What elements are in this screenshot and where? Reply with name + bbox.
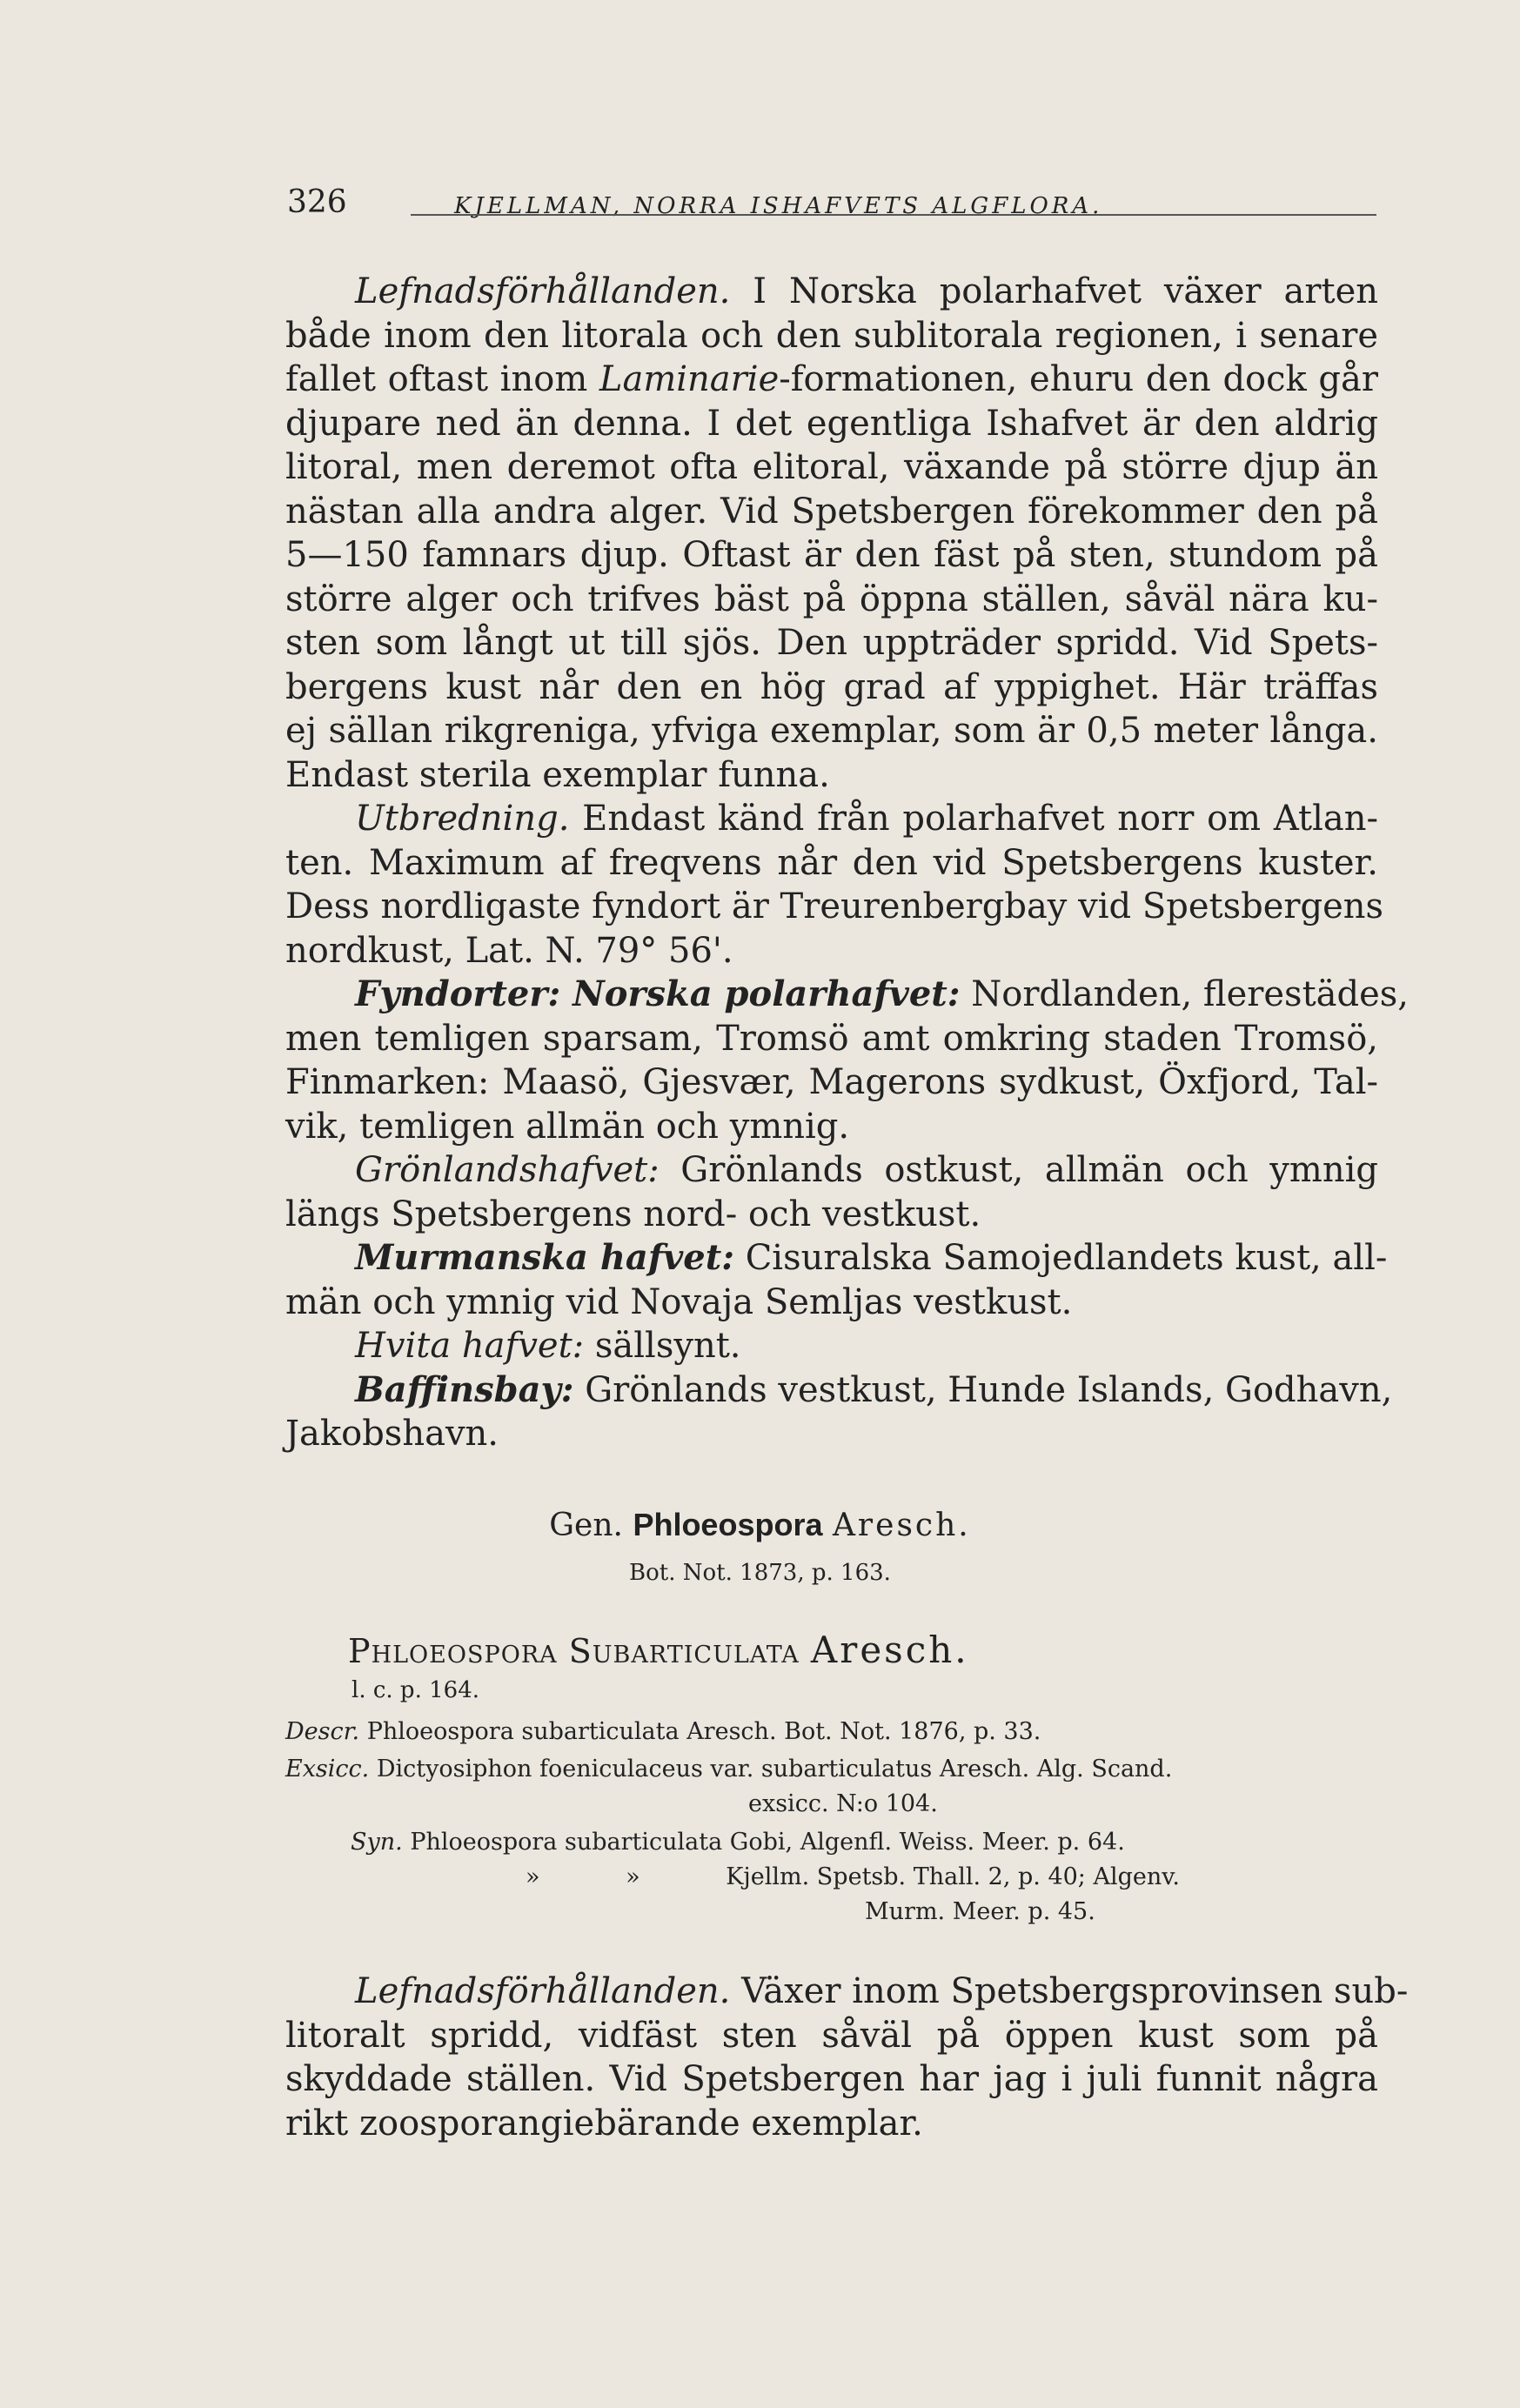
- text-line: skyddade ställen. Vid Spetsbergen har jag i juli funnit några: [285, 2059, 1378, 2099]
- text-line: vik, temligen allmän och ymnig.: [285, 1106, 850, 1147]
- text-line: Utbredning. Endast känd från polarhafvet norr om Atlan-: [355, 799, 1378, 839]
- syn-line: Syn. Phloeospora subarticulata Gobi, Algenfl. Weiss. Meer. p. 64.: [351, 1829, 1125, 1856]
- body-section-life-conditions-2: [285, 1970, 1409, 2145]
- text-line: litoral, men deremot ofta elitoral, växande på större djup än: [285, 447, 1378, 487]
- text-line: sten som långt ut till sjös. Den uppträder spridd. Vid Spets-: [285, 623, 1378, 663]
- text-line: Fyndorter: Norska polarhafvet: Nordlanden, flerestädes,: [355, 973, 1410, 1014]
- text-line: nästan alla andra alger. Vid Spetsbergen förekommer den på: [285, 491, 1378, 532]
- text-line: djupare ned än denna. I det egentliga Ishafvet är den aldrig: [285, 403, 1378, 444]
- ditto-mark: »: [526, 1863, 540, 1890]
- header-rule: [411, 214, 1376, 216]
- genus-name: Phloeospora: [633, 1507, 823, 1542]
- section-label: Grönlandshafvet:: [355, 1150, 660, 1190]
- genus-reference: Bot. Not. 1873, p. 163.: [629, 1560, 891, 1586]
- ditto-mark: »: [626, 1863, 640, 1890]
- body-section-life-conditions: [285, 270, 1410, 1456]
- section-label: Lefnadsförhållanden.: [355, 1971, 731, 2011]
- text-line: större alger och trifves bäst på öppna ställen, såväl nära ku-: [285, 579, 1378, 619]
- text-line: fallet oftast inom Laminarie-formationen, ehuru den dock går: [285, 359, 1378, 399]
- text-line: ten. Maximum af freqvens når den vid Spetsbergens kuster.: [285, 842, 1378, 883]
- descr-line: Descr. Phloeospora subarticulata Aresch. Bot. Not. 1876, p. 33.: [285, 1718, 1041, 1745]
- species-epithet: Subarticulata: [568, 1632, 800, 1670]
- species-author: Aresch.: [810, 1629, 969, 1671]
- text-line: Finmarken: Maasö, Gjesvær, Magerons sydkust, Öxfjord, Tal-: [285, 1062, 1378, 1102]
- text-line: litoralt spridd, vidfäst sten såväl på öppen kust som på: [285, 2015, 1378, 2056]
- ref-label: Descr.: [285, 1718, 360, 1745]
- text-line: Baffinsbay: Grönlands vestkust, Hunde Islands, Godhavn,: [355, 1368, 1393, 1410]
- text-line: Lefnadsförhållanden. I Norska polarhafvet växer arten: [355, 271, 1378, 311]
- section-label: Utbredning.: [355, 799, 570, 839]
- text-line: men temligen sparsam, Tromsö amt omkring staden Tromsö,: [285, 1018, 1378, 1059]
- section-label: Baffinsbay:: [355, 1368, 574, 1410]
- section-label: Fyndorter:: [355, 973, 561, 1014]
- text-line: Murmanska hafvet: Cisuralska Samojedlandets kust, all-: [355, 1237, 1388, 1278]
- text-line: längs Spetsbergens nord- och vestkust.: [285, 1194, 981, 1234]
- syn2-line: » » Kjellm. Spetsb. Thall. 2, p. 40; Algenv.: [526, 1863, 1180, 1890]
- text-line: Endast sterila exemplar funna.: [285, 754, 830, 795]
- ref-label: Syn.: [351, 1829, 403, 1856]
- genus-heading: Gen. Phloeospora Aresch.: [549, 1507, 971, 1543]
- text-line: Dess nordligaste fyndort är Treurenbergbay vid Spetsbergens: [285, 886, 1384, 926]
- ref-label: Exsicc.: [285, 1756, 370, 1783]
- running-head: KJELLMAN, NORRA ISHAFVETS ALGFLORA.: [454, 193, 1103, 219]
- text-line: ej sällan rikgreniga, yfviga exemplar, som är 0,5 meter långa.: [285, 711, 1378, 751]
- species-genus: Phloeospora: [348, 1632, 558, 1670]
- text-line: Hvita hafvet: sällsynt.: [355, 1326, 741, 1366]
- syn2-continuation: Murm. Meer. p. 45.: [865, 1898, 1095, 1925]
- text-line: rikt zoosporangiebärande exemplar.: [285, 2103, 923, 2144]
- page-number: 326: [287, 184, 347, 220]
- text-line: nordkust, Lat. N. 79° 56'.: [285, 930, 733, 971]
- text-line: Grönlandshafvet: Grönlands ostkust, allmän och ymnig: [355, 1150, 1378, 1190]
- exsicc-continuation: exsicc. N:o 104.: [748, 1790, 938, 1817]
- section-label: Murmanska hafvet:: [355, 1237, 734, 1278]
- species-reference: l. c. p. 164.: [352, 1677, 479, 1703]
- section-label: Lefnadsförhållanden.: [355, 271, 731, 311]
- species-heading: [348, 1629, 969, 1671]
- exsicc-line: Exsicc. Dictyosiphon foeniculaceus var. subarticulatus Aresch. Alg. Scand.: [285, 1756, 1173, 1783]
- text-line: män och ymnig vid Novaja Semljas vestkust.: [285, 1281, 1073, 1322]
- text-line: 5—150 famnars djup. Oftast är den fäst på sten, stundom på: [285, 535, 1378, 575]
- section-label: Hvita hafvet:: [355, 1326, 585, 1366]
- text-line: Jakobshavn.: [285, 1414, 499, 1454]
- text-line: både inom den litorala och den sublitorala regionen, i senare: [285, 315, 1378, 356]
- text-line: bergens kust når den en hög grad af yppighet. Här träffas: [285, 666, 1378, 707]
- text-line: Lefnadsförhållanden. Växer inom Spetsbergsprovinsen sub-: [355, 1971, 1409, 2011]
